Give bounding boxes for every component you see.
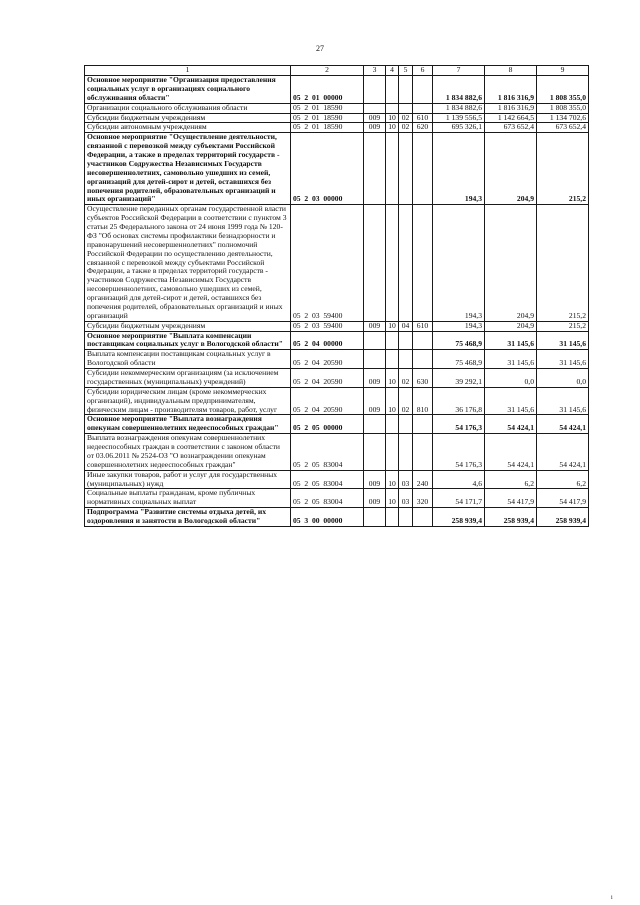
table-row bbox=[85, 489, 589, 508]
row-name: Субсидии автономным учреждениям bbox=[85, 123, 291, 133]
header-col-3: 3 bbox=[364, 66, 386, 76]
row-code: 05 2 01 18590 bbox=[291, 123, 364, 133]
row-ministry: 009 bbox=[364, 123, 386, 133]
row-amount-year2: 204,9 bbox=[485, 133, 537, 205]
row-ministry bbox=[364, 205, 386, 321]
row-amount-year2: 0,0 bbox=[485, 369, 537, 388]
row-amount-year2: 31 145,6 bbox=[485, 350, 537, 369]
header-row bbox=[85, 66, 589, 76]
row-amount-year1: 1 834 882,6 bbox=[433, 76, 485, 104]
row-name: Основное мероприятие "Выплата вознаграждения опекунам совершеннолетних недееспособных граждан" bbox=[85, 415, 291, 434]
row-amount-year1: 36 176,8 bbox=[433, 387, 485, 415]
row-amount-year3: 54 424,1 bbox=[537, 434, 589, 471]
header-col-5: 5 bbox=[399, 66, 413, 76]
row-expense-type: 610 bbox=[413, 321, 433, 331]
row-amount-year2: 54 424,1 bbox=[485, 415, 537, 434]
row-amount-year2: 204,9 bbox=[485, 321, 537, 331]
row-ministry: 009 bbox=[364, 470, 386, 489]
row-name: Основное мероприятие "Организация предоставления социальных услуг в организациях социального обслуживания области" bbox=[85, 76, 291, 104]
row-subsection bbox=[399, 133, 413, 205]
row-expense-type: 630 bbox=[413, 369, 433, 388]
row-code: 05 2 05 83004 bbox=[291, 470, 364, 489]
row-amount-year3: 31 145,6 bbox=[537, 387, 589, 415]
row-subsection: 02 bbox=[399, 113, 413, 123]
row-code: 05 3 00 00000 bbox=[291, 508, 364, 527]
row-amount-year1: 39 292,1 bbox=[433, 369, 485, 388]
table-row bbox=[85, 113, 589, 123]
row-amount-year2: 54 424,1 bbox=[485, 434, 537, 471]
row-subsection bbox=[399, 508, 413, 527]
table-row bbox=[85, 415, 589, 434]
row-code: 05 2 03 59400 bbox=[291, 205, 364, 321]
row-amount-year2: 6,2 bbox=[485, 470, 537, 489]
page-number: 27 bbox=[316, 44, 324, 53]
row-amount-year1: 54 176,3 bbox=[433, 434, 485, 471]
table-row bbox=[85, 103, 589, 113]
row-section: 10 bbox=[386, 489, 399, 508]
row-subsection: 03 bbox=[399, 489, 413, 508]
row-section: 10 bbox=[386, 113, 399, 123]
row-section bbox=[386, 350, 399, 369]
row-expense-type bbox=[413, 434, 433, 471]
row-code: 05 2 04 20590 bbox=[291, 387, 364, 415]
row-amount-year2: 1 816 316,9 bbox=[485, 103, 537, 113]
row-amount-year1: 75 468,9 bbox=[433, 350, 485, 369]
row-subsection bbox=[399, 415, 413, 434]
row-amount-year1: 695 326,1 bbox=[433, 123, 485, 133]
row-subsection bbox=[399, 76, 413, 104]
row-amount-year3: 1 134 702,6 bbox=[537, 113, 589, 123]
row-amount-year1: 4,6 bbox=[433, 470, 485, 489]
row-expense-type: 810 bbox=[413, 387, 433, 415]
row-expense-type: 240 bbox=[413, 470, 433, 489]
row-amount-year3: 215,2 bbox=[537, 321, 589, 331]
row-section: 10 bbox=[386, 123, 399, 133]
row-section: 10 bbox=[386, 387, 399, 415]
row-expense-type: 320 bbox=[413, 489, 433, 508]
row-subsection: 02 bbox=[399, 369, 413, 388]
row-ministry bbox=[364, 103, 386, 113]
row-expense-type bbox=[413, 350, 433, 369]
row-expense-type bbox=[413, 103, 433, 113]
header-col-8: 8 bbox=[485, 66, 537, 76]
table-row bbox=[85, 508, 589, 527]
row-section: 10 bbox=[386, 321, 399, 331]
row-subsection bbox=[399, 103, 413, 113]
row-name: Основное мероприятие "Осуществление деятельности, связанной с перевозкой между субъектами Российской Федерации, а также в пределах территорий государств - участников Содружества Независимых Государств несовершеннолетних, самовольно ушедших из семей, организаций для детей-сирот и детей, оставшихся без попечения родителей, образовательных организаций и иных организаций" bbox=[85, 133, 291, 205]
table-row bbox=[85, 76, 589, 104]
row-section bbox=[386, 76, 399, 104]
row-amount-year3: 6,2 bbox=[537, 470, 589, 489]
row-ministry bbox=[364, 434, 386, 471]
row-code: 05 2 03 00000 bbox=[291, 133, 364, 205]
row-amount-year2: 31 145,6 bbox=[485, 331, 537, 350]
header-col-9: 9 bbox=[537, 66, 589, 76]
row-expense-type bbox=[413, 133, 433, 205]
row-name: Субсидии бюджетным учреждениям bbox=[85, 321, 291, 331]
row-amount-year3: 258 939,4 bbox=[537, 508, 589, 527]
row-amount-year3: 1 808 355,0 bbox=[537, 103, 589, 113]
row-section bbox=[386, 205, 399, 321]
row-name: Субсидии бюджетным учреждениям bbox=[85, 113, 291, 123]
row-section bbox=[386, 133, 399, 205]
row-code: 05 2 03 59400 bbox=[291, 321, 364, 331]
row-ministry: 009 bbox=[364, 387, 386, 415]
row-code: 05 2 05 00000 bbox=[291, 415, 364, 434]
row-section bbox=[386, 415, 399, 434]
row-code: 05 2 01 00000 bbox=[291, 76, 364, 104]
table-row bbox=[85, 133, 589, 205]
corner-mark: i bbox=[611, 895, 613, 901]
row-code: 05 2 04 20590 bbox=[291, 350, 364, 369]
row-expense-type bbox=[413, 508, 433, 527]
table-row bbox=[85, 205, 589, 321]
row-ministry bbox=[364, 350, 386, 369]
budget-table bbox=[84, 65, 589, 527]
row-ministry: 009 bbox=[364, 489, 386, 508]
table-row bbox=[85, 331, 589, 350]
row-name: Социальные выплаты гражданам, кроме публичных нормативных социальных выплат bbox=[85, 489, 291, 508]
row-expense-type bbox=[413, 331, 433, 350]
row-subsection bbox=[399, 205, 413, 321]
row-ministry bbox=[364, 76, 386, 104]
row-code: 05 2 04 00000 bbox=[291, 331, 364, 350]
row-ministry: 009 bbox=[364, 369, 386, 388]
row-amount-year3: 54 424,1 bbox=[537, 415, 589, 434]
row-amount-year1: 194,3 bbox=[433, 205, 485, 321]
row-amount-year3: 215,2 bbox=[537, 205, 589, 321]
row-subsection bbox=[399, 434, 413, 471]
row-amount-year3: 31 145,6 bbox=[537, 331, 589, 350]
row-ministry: 009 bbox=[364, 113, 386, 123]
table-row bbox=[85, 123, 589, 133]
row-amount-year2: 258 939,4 bbox=[485, 508, 537, 527]
row-name: Выплата компенсации поставщикам социальных услуг в Вологодской области bbox=[85, 350, 291, 369]
row-amount-year2: 673 652,4 bbox=[485, 123, 537, 133]
row-amount-year2: 204,9 bbox=[485, 205, 537, 321]
row-amount-year2: 1 142 664,5 bbox=[485, 113, 537, 123]
row-name: Основное мероприятие "Выплата компенсации поставщикам социальных услуг в Вологодской области" bbox=[85, 331, 291, 350]
row-code: 05 2 05 83004 bbox=[291, 489, 364, 508]
row-amount-year2: 54 417,9 bbox=[485, 489, 537, 508]
row-section bbox=[386, 508, 399, 527]
row-amount-year1: 75 468,9 bbox=[433, 331, 485, 350]
row-amount-year1: 54 171,7 bbox=[433, 489, 485, 508]
row-name: Субсидии некоммерческим организациям (за исключением государственных (муниципальных) учреждений) bbox=[85, 369, 291, 388]
row-code: 05 2 01 18590 bbox=[291, 113, 364, 123]
row-name: Осуществление переданных органам государственной власти субъектов Российской Федерации в соответствии с пунктом 3 статьи 25 Федерального закона от 24 июня 1999 года № 120-ФЗ "Об основах системы профилактики безнадзорности и правонарушений несовершеннолетних" полномочий Российской Федерации по осуществлению деятельности, связанной с перевозкой между субъектами Российской Федерации, а также в пределах территорий государств - участников Содружества Независимых Государств несовершеннолетних, самовольно ушедших из семей, организаций для детей-сирот и детей, оставшихся без попечения родителей, образовательных организаций и иных организаций bbox=[85, 205, 291, 321]
row-code: 05 2 01 18590 bbox=[291, 103, 364, 113]
row-amount-year1: 194,3 bbox=[433, 133, 485, 205]
row-code: 05 2 05 83004 bbox=[291, 434, 364, 471]
row-amount-year3: 31 145,6 bbox=[537, 350, 589, 369]
row-expense-type bbox=[413, 415, 433, 434]
header-col-2: 2 bbox=[291, 66, 364, 76]
row-subsection: 02 bbox=[399, 387, 413, 415]
row-subsection: 04 bbox=[399, 321, 413, 331]
row-amount-year2: 31 145,6 bbox=[485, 387, 537, 415]
row-subsection bbox=[399, 350, 413, 369]
row-subsection: 03 bbox=[399, 470, 413, 489]
row-expense-type: 610 bbox=[413, 113, 433, 123]
row-name: Выплата вознаграждения опекунам совершеннолетних недееспособных граждан в соответствии с законом области от 03.06.2011 № 2524-ОЗ "О вознаграждении опекунам совершеннолетних недееспособных граждан" bbox=[85, 434, 291, 471]
row-amount-year3: 1 808 355,0 bbox=[537, 76, 589, 104]
row-amount-year3: 673 652,4 bbox=[537, 123, 589, 133]
row-amount-year1: 54 176,3 bbox=[433, 415, 485, 434]
row-subsection bbox=[399, 331, 413, 350]
row-ministry bbox=[364, 331, 386, 350]
row-section bbox=[386, 103, 399, 113]
row-name: Организации социального обслуживания области bbox=[85, 103, 291, 113]
row-expense-type bbox=[413, 76, 433, 104]
row-name: Субсидии юридическим лицам (кроме некоммерческих организаций), индивидуальным предпринимателям, физическим лицам - производителям товаров, работ, услуг bbox=[85, 387, 291, 415]
row-code: 05 2 04 20590 bbox=[291, 369, 364, 388]
table-row bbox=[85, 350, 589, 369]
row-ministry: 009 bbox=[364, 321, 386, 331]
row-ministry bbox=[364, 415, 386, 434]
table-row bbox=[85, 321, 589, 331]
row-amount-year3: 215,2 bbox=[537, 133, 589, 205]
row-ministry bbox=[364, 508, 386, 527]
row-name: Иные закупки товаров, работ и услуг для государственных (муниципальных) нужд bbox=[85, 470, 291, 489]
row-subsection: 02 bbox=[399, 123, 413, 133]
row-ministry bbox=[364, 133, 386, 205]
row-expense-type: 620 bbox=[413, 123, 433, 133]
row-amount-year1: 1 834 882,6 bbox=[433, 103, 485, 113]
header-col-4: 4 bbox=[386, 66, 399, 76]
row-amount-year1: 194,3 bbox=[433, 321, 485, 331]
header-col-7: 7 bbox=[433, 66, 485, 76]
row-section bbox=[386, 331, 399, 350]
row-amount-year3: 0,0 bbox=[537, 369, 589, 388]
row-section: 10 bbox=[386, 470, 399, 489]
row-expense-type bbox=[413, 205, 433, 321]
row-name: Подпрограмма "Развитие системы отдыха детей, их оздоровления и занятости в Вологодской области" bbox=[85, 508, 291, 527]
row-amount-year2: 1 816 316,9 bbox=[485, 76, 537, 104]
table-row bbox=[85, 434, 589, 471]
header-col-6: 6 bbox=[413, 66, 433, 76]
header-col-1: 1 bbox=[85, 66, 291, 76]
table-row bbox=[85, 470, 589, 489]
table-row bbox=[85, 369, 589, 388]
row-amount-year1: 258 939,4 bbox=[433, 508, 485, 527]
row-amount-year3: 54 417,9 bbox=[537, 489, 589, 508]
row-section bbox=[386, 434, 399, 471]
table-row bbox=[85, 387, 589, 415]
row-amount-year1: 1 139 556,5 bbox=[433, 113, 485, 123]
row-section: 10 bbox=[386, 369, 399, 388]
